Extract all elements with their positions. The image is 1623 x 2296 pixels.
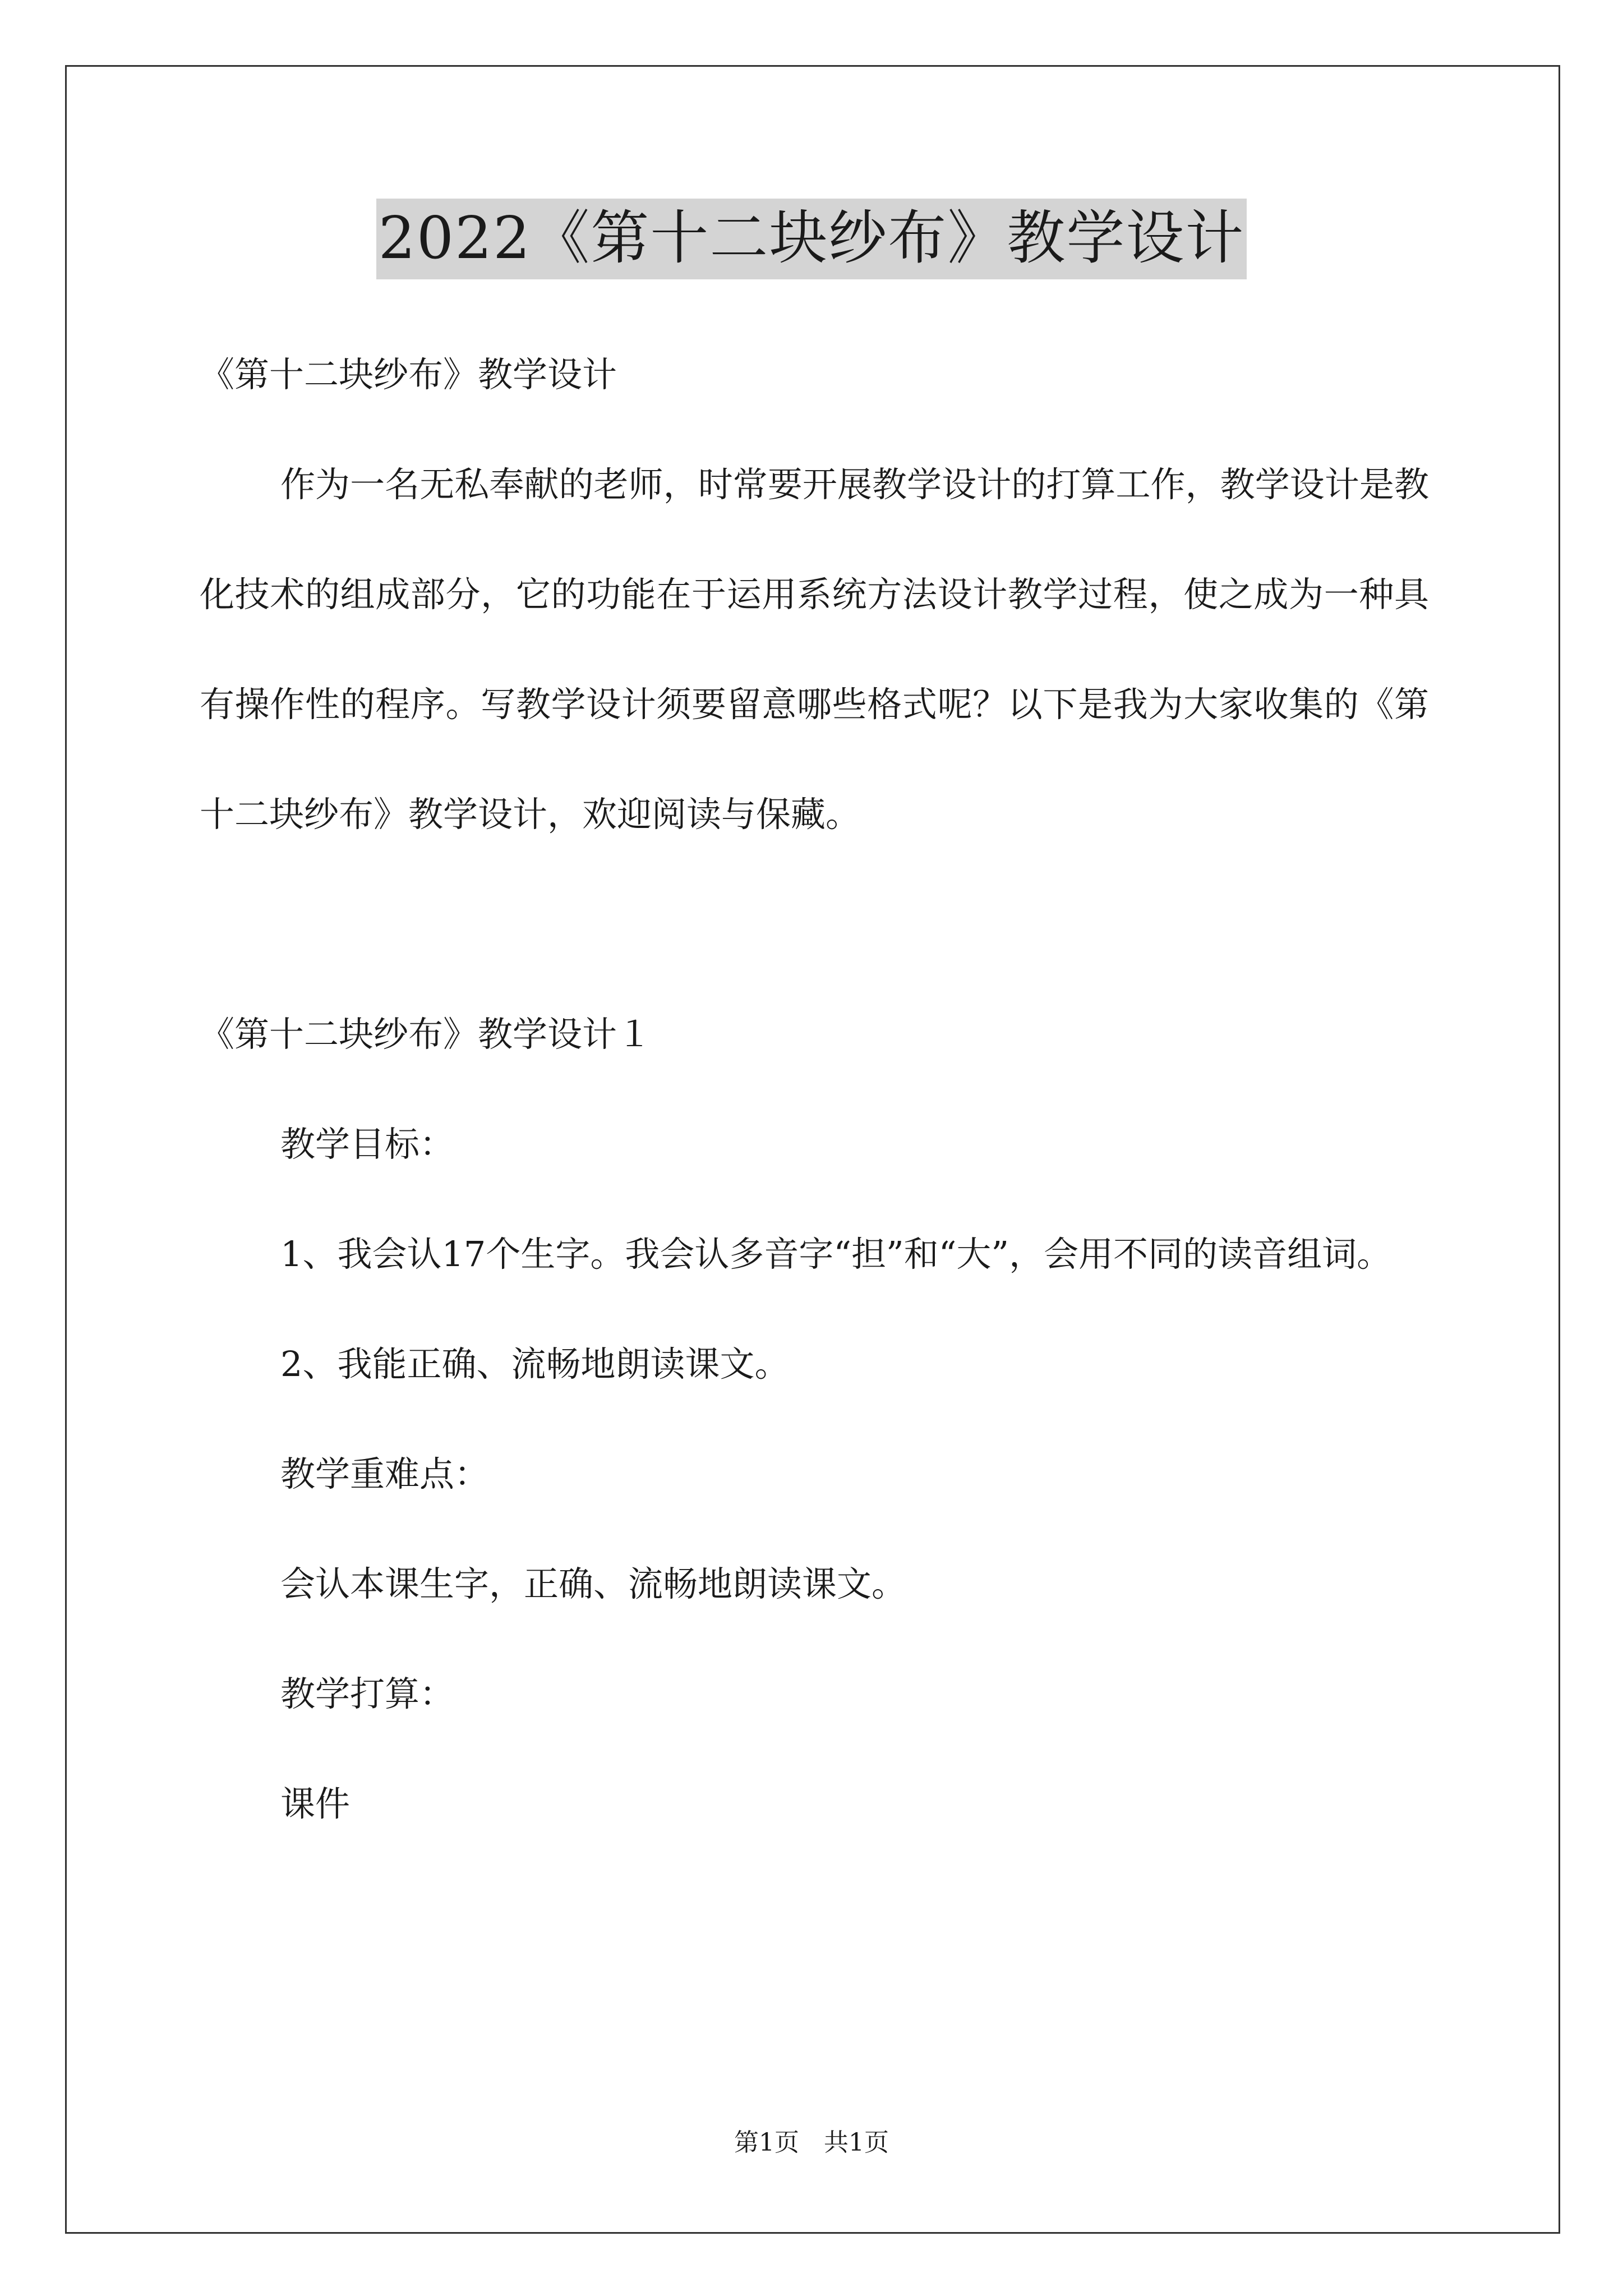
prep-text: 课件	[280, 1783, 351, 1824]
paragraph-gap	[200, 869, 1429, 979]
goal-item-2: 2、我能正确、流畅地朗读课文。	[280, 1343, 790, 1384]
goal-item-1: 1、我会认17个生字。我会认多音字“担”和“大”，会用不同的读音组词。	[280, 1234, 1392, 1274]
subtitle: 《第十二块纱布》教学设计	[200, 354, 617, 395]
page-footer: 第1页 共1页	[734, 2128, 889, 2157]
document-title	[0, 199, 1623, 279]
prep-label: 教学打算：	[280, 1673, 455, 1714]
goals-label: 教学目标：	[280, 1124, 455, 1165]
difficulty-label: 教学重难点：	[280, 1453, 490, 1494]
difficulty-text: 会认本课生字，正确、流畅地朗读课文。	[280, 1563, 907, 1604]
section-heading: 《第十二块纱布》教学设计１	[200, 1014, 652, 1055]
document-title-text: 2022《第十二块纱布》教学设计	[376, 199, 1247, 279]
document-body	[200, 320, 1429, 1859]
intro-paragraph: 作为一名无私奉献的老师，时常要开展教学设计的打算工作，教学设计是教化技术的组成部分，它的功能在于运用系统方法设计教学过程，使之成为一种具有操作性的程序。写教学设计须要留意哪些格式呢？以下是我为大家收集的《第十二块纱布》教学设计，欢迎阅读与保藏。	[200, 464, 1429, 835]
